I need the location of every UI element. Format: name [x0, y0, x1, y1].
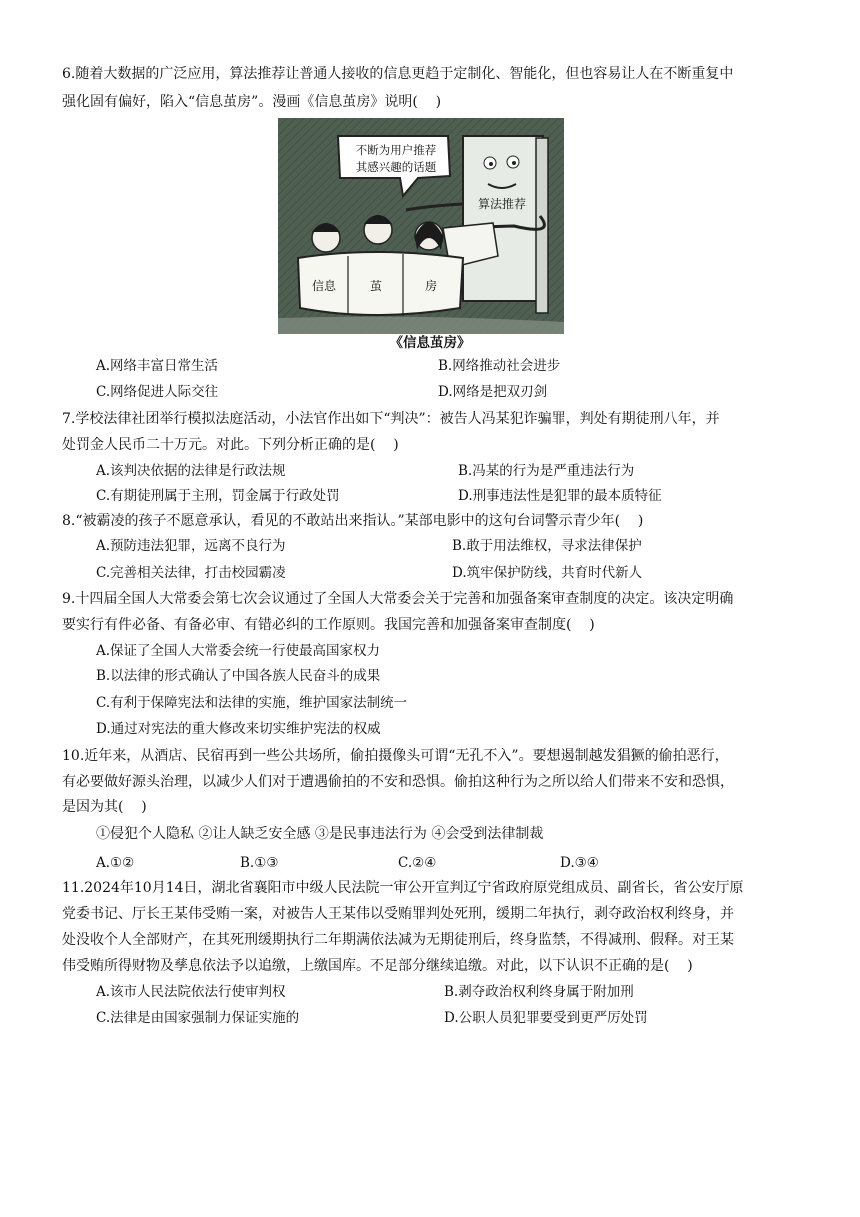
- q8-option-d[interactable]: D.筑牢保护防线，共育时代新人: [452, 565, 643, 581]
- q6-stem-line2: 强化固有偏好，陷入“信息茧房”。漫画《信息茧房》说明( ): [62, 94, 442, 110]
- q9-stem-line1: 9.十四届全国人大常委会第七次会议通过了全国人大常委会关于完善和加强备案审查制度的决定。该决定明确: [62, 591, 734, 607]
- q6-option-a[interactable]: A.网络丰富日常生活: [96, 358, 219, 374]
- q11-option-d[interactable]: D.公职人员犯罪要受到更严厉处罚: [444, 1010, 648, 1026]
- q11-option-a[interactable]: A.该市人民法院依法行使审判权: [96, 984, 286, 1000]
- info-cocoon-cartoon: [278, 118, 564, 334]
- machine-label: 算法推荐: [477, 197, 527, 211]
- q11-stem-line3: 处没收个人全部财产，在其死刑缓期执行二年期满依法减为无期徒刑后，终身监禁，不得减刑、假释。对王某: [62, 932, 734, 948]
- q11-option-c[interactable]: C.法律是由国家强制力保证实施的: [96, 1010, 300, 1026]
- q9-option-c[interactable]: C.有利于保障宪法和法律的实施，维护国家法制统一: [96, 695, 408, 711]
- q9-option-d[interactable]: D.通过对宪法的重大修改来切实维护宪法的权威: [96, 721, 381, 737]
- cartoon-caption: 《信息茧房》: [389, 335, 471, 351]
- q10-stem-line2: 有必要做好源头治理，以减少人们对于遭遇偷拍的不安和恐惧。偷拍这种行为之所以给人们带来不安和恐惧，: [62, 774, 734, 790]
- cocoon-label-3: 房: [424, 279, 438, 293]
- q9-option-b[interactable]: B.以法律的形式确认了中国各族人民奋斗的成果: [96, 668, 381, 684]
- speech-line2: 其感兴趣的话题: [355, 160, 437, 174]
- q10-statements: ①侵犯个人隐私 ②让人缺乏安全感 ③是民事违法行为 ④会受到法律制裁: [96, 826, 544, 842]
- q10-option-a[interactable]: A.①②: [96, 855, 135, 871]
- q8-option-c[interactable]: C.完善相关法律，打击校园霸凌: [96, 565, 286, 581]
- q11-stem-line1: 11.2024年10月14日，湖北省襄阳市中级人民法院一审公开宣判辽宁省政府原党组成员、副省长，省公安厅原: [62, 880, 744, 896]
- q10-stem-line3: 是因为其( ): [62, 799, 147, 815]
- q10-option-b[interactable]: B.①③: [240, 855, 279, 871]
- q7-option-d[interactable]: D.刑事违法性是犯罪的最本质特征: [458, 488, 662, 504]
- q11-option-b[interactable]: B.剥夺政治权利终身属于附加刑: [444, 984, 634, 1000]
- q8-option-a[interactable]: A.预防违法犯罪，远离不良行为: [96, 538, 286, 554]
- cocoon-label-1: 信息: [311, 279, 337, 293]
- q10-stem-line1: 10.近年来，从酒店、民宿再到一些公共场所，偷拍摄像头可谓“无孔不入”。要想遏制越发猖獗的偷拍恶行，: [62, 748, 729, 764]
- q7-stem-line2: 处罚金人民币二十万元。对此。下列分析正确的是( ): [62, 437, 399, 453]
- q8-stem-line1: 8.“被霸凌的孩子不愿意承认，看见的不敢站出来指认。”某部电影中的这句台词警示青少年( ): [62, 513, 644, 529]
- q6-stem-line1: 6.随着大数据的广泛应用，算法推荐让普通人接收的信息更趋于定制化、智能化，但也容易让人在不断重复中: [62, 66, 734, 82]
- q10-option-c[interactable]: C.②④: [398, 855, 437, 871]
- q6-option-b[interactable]: B.网络推动社会进步: [438, 358, 561, 374]
- q8-option-b[interactable]: B.敢于用法维权，寻求法律保护: [452, 538, 642, 554]
- q11-stem-line4: 伟受贿所得财物及孳息依法予以追缴，上缴国库。不足部分继续追缴。对此，以下认识不正确的是( ): [62, 958, 693, 974]
- q11-stem-line2: 党委书记、厅长王某伟受贿一案，对被告人王某伟以受贿罪判处死刑，缓期二年执行，剥夺政治权利终身，并: [62, 906, 734, 922]
- q6-option-c[interactable]: C.网络促进人际交往: [96, 384, 219, 400]
- q7-stem-line1: 7.学校法律社团举行模拟法庭活动，小法官作出如下“判决”：被告人冯某犯诈骗罪，判处有期徒刑八年，并: [62, 411, 720, 427]
- speech-line1: 不断为用户推荐: [355, 143, 437, 157]
- q9-option-a[interactable]: A.保证了全国人大常委会统一行使最高国家权力: [96, 643, 381, 659]
- q7-option-c[interactable]: C.有期徒刑属于主刑，罚金属于行政处罚: [96, 488, 340, 504]
- q9-stem-line2: 要实行有件必备、有备必审、有错必纠的工作原则。我国完善和加强备案审查制度( ): [62, 617, 595, 633]
- q10-option-d[interactable]: D.③④: [560, 855, 599, 871]
- q6-option-d[interactable]: D.网络是把双刃剑: [438, 384, 548, 400]
- algorithm-machine: [463, 136, 543, 301]
- q7-option-a[interactable]: A.该判决依据的法律是行政法规: [96, 463, 286, 479]
- q7-option-b[interactable]: B.冯某的行为是严重违法行为: [458, 463, 635, 479]
- cocoon-label-2: 茧: [369, 279, 383, 293]
